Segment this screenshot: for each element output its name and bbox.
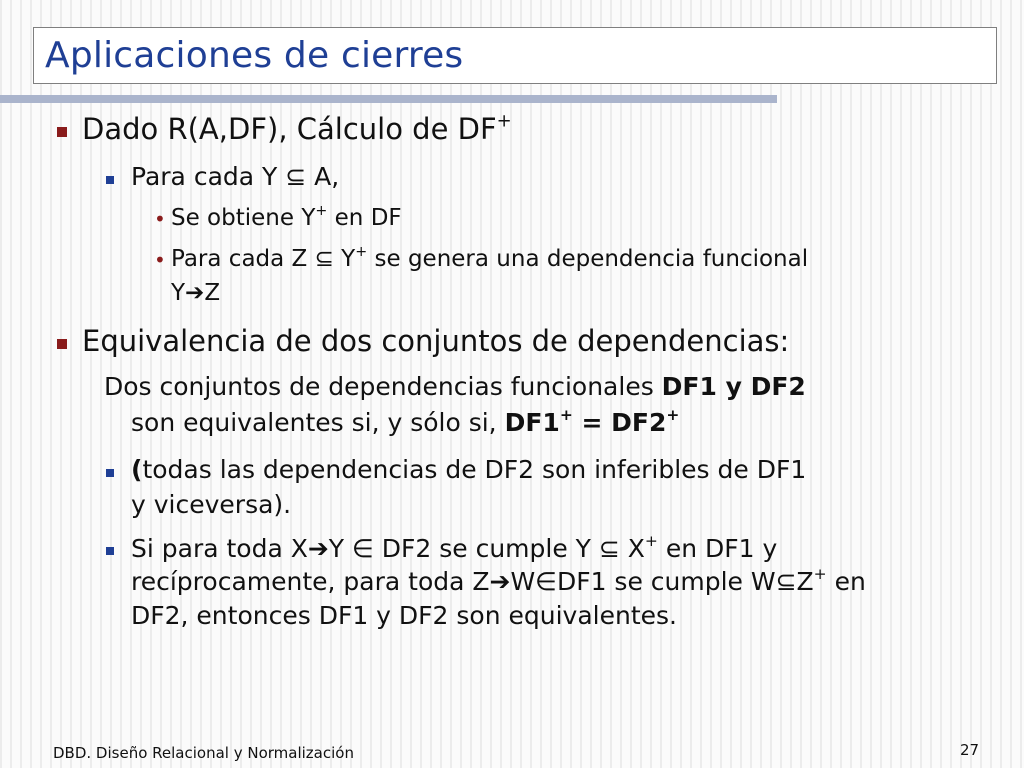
bullet-si-line2-sup: + [813,565,827,584]
definition-line2-pre: son equivalentes si, y sólo si, [131,408,505,437]
bullet-para-cada-z [171,246,808,272]
bullet-todas-paren: ( [131,455,143,484]
bullet-para-cada-z-line2: Y➔Z [171,280,221,306]
bullet-si-line2-post: en [826,567,866,596]
definition-df1: DF1 [504,408,560,437]
definition-df2-sup: + [666,406,680,425]
bullet-dado-sup: + [496,110,512,132]
bullet-dado-text: Dado R(A,DF), Cálculo de DF [82,112,497,146]
bullet-si-post: en DF1 y [657,534,778,563]
bullet-todas [131,455,806,484]
bullet-square-small-icon [106,547,114,555]
bullet-dado [82,112,512,146]
bullet-square-small-icon [106,469,114,477]
definition-bold: DF1 y DF2 [661,372,806,401]
bullet-equivalencia: Equivalencia de dos conjuntos de dependencias: [82,324,790,358]
bullet-obtiene-post: en DF [327,205,402,231]
definition-line1 [104,372,806,401]
bullet-para-cada-z-sup: + [355,244,368,261]
bullet-square-icon [57,127,67,137]
title-underline [0,95,777,103]
footer-course-title: DBD. Diseño Relacional y Normalización [53,744,354,762]
bullet-si-line2-pre: recíprocamente, para toda Z➔W∈DF1 se cumple W⊆Z [131,567,814,596]
bullet-si-para-toda-line3: DF2, entonces DF1 y DF2 son equivalentes. [131,601,677,630]
bullet-si-para-toda-line1 [131,534,777,563]
bullet-para-cada-z-post: se genera una dependencia funcional [367,246,809,272]
page-number: 27 [960,741,980,759]
bullet-obtiene-sup: + [315,203,328,220]
definition-pre: Dos conjuntos de dependencias funcionales [104,372,662,401]
bullet-obtiene-pre: Se obtiene Y [171,205,316,231]
bullet-square-small-icon [106,176,114,184]
bullet-obtiene [171,205,402,231]
bullet-todas-text: todas las dependencias de DF2 son inferibles de DF1 [142,455,807,484]
title-box [33,27,997,84]
bullet-para-cada-z-pre: Para cada Z ⊆ Y [171,246,356,272]
bullet-dot-icon: • [154,207,166,231]
definition-df2: = DF2 [572,408,667,437]
bullet-si-pre: Si para toda X➔Y ∈ DF2 se cumple Y ⊆ X [131,534,645,563]
bullet-todas-line2: y viceversa). [131,490,292,519]
bullet-square-icon [57,339,67,349]
bullet-dot-icon: • [154,248,166,272]
definition-df1-sup: + [559,406,573,425]
slide-title: Aplicaciones de cierres [45,35,464,76]
bullet-si-para-toda-line2 [131,567,866,596]
bullet-si-sup: + [644,532,658,551]
bullet-para-cada-y: Para cada Y ⊆ A, [131,162,340,191]
definition-line2 [131,408,679,437]
